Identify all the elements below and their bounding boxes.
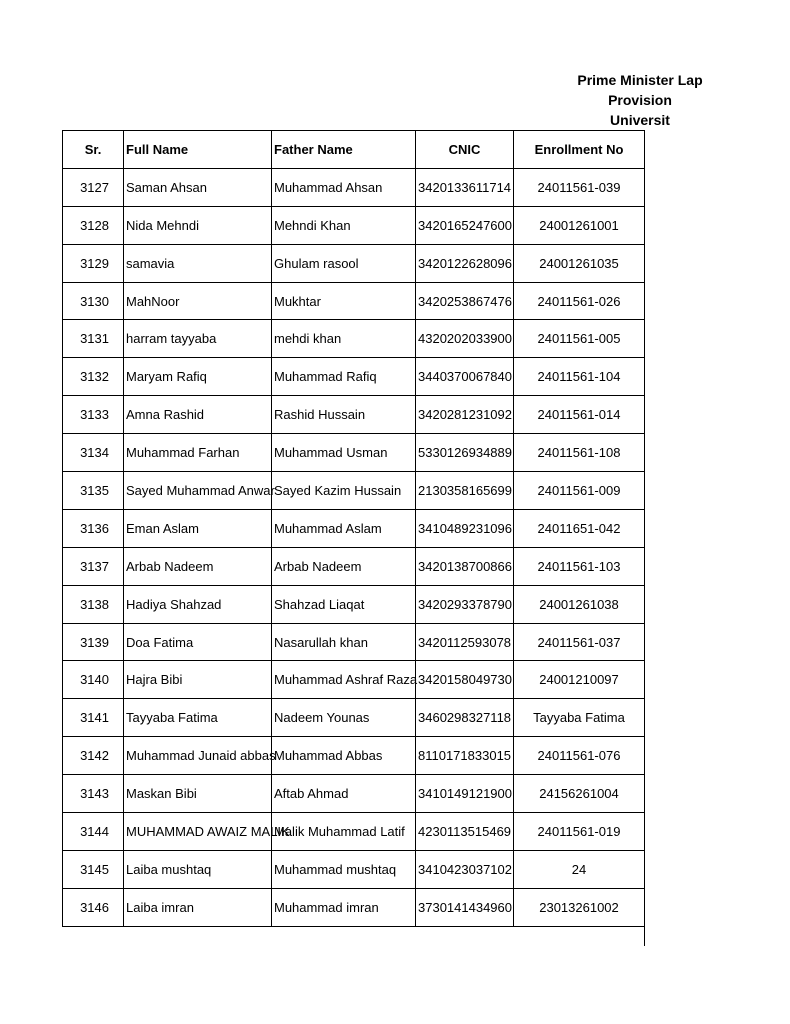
table-row [63,320,645,358]
cell-sr: 3140 [63,661,124,699]
cell-father-name: Sayed Kazim Hussain [272,472,416,510]
table-row [63,699,645,737]
cell-sr: 3131 [63,320,124,358]
table-row [63,282,645,320]
cell-father-name: Ghulam rasool [272,244,416,282]
table-body [63,168,645,926]
cell-enrollment-no: 24011651-042 [514,509,645,547]
cell-cnic: 3420281231092 [416,396,514,434]
header-title-line-2: Provision [608,92,672,108]
cell-sr: 3134 [63,434,124,472]
cell-enrollment-no: 24001261001 [514,206,645,244]
cell-cnic: 5330126934889 [416,434,514,472]
cell-father-name: Rashid Hussain [272,396,416,434]
cell-cnic: 3440370067840 [416,358,514,396]
cell-enrollment-no: 24011561-019 [514,813,645,851]
cell-sr: 3141 [63,699,124,737]
cell-sr: 3128 [63,206,124,244]
table-row [63,737,645,775]
cell-sr: 3137 [63,547,124,585]
header-title-line-3: Universit [610,112,670,128]
table-row [63,547,645,585]
cell-father-name: Malik Muhammad Latif [272,813,416,851]
column-header-cnic: CNIC [416,131,514,169]
cell-cnic: 3730141434960 [416,888,514,926]
cell-cnic: 3420158049730 [416,661,514,699]
table-row [63,661,645,699]
cell-enrollment-no: 24156261004 [514,775,645,813]
cell-sr: 3146 [63,888,124,926]
cell-full-name: samavia [124,244,272,282]
table-row [63,206,645,244]
cell-enrollment-no: 24011561-103 [514,547,645,585]
table-row [63,585,645,623]
cell-enrollment-no: 24011561-076 [514,737,645,775]
table-row [63,472,645,510]
cell-father-name: mehdi khan [272,320,416,358]
cell-cnic: 3420165247600 [416,206,514,244]
cell-sr: 3139 [63,623,124,661]
cell-enrollment-no: Tayyaba Fatima [514,699,645,737]
table-row [63,888,645,926]
column-header-father-name: Father Name [272,131,416,169]
cell-full-name: Arbab Nadeem [124,547,272,585]
cell-full-name: Hadiya Shahzad [124,585,272,623]
cell-cnic: 4230113515469 [416,813,514,851]
cell-enrollment-no: 24011561-037 [514,623,645,661]
cell-cnic: 3460298327118 [416,699,514,737]
cell-father-name: Shahzad Liaqat [272,585,416,623]
cell-enrollment-no: 24011561-014 [514,396,645,434]
cell-full-name: MUHAMMAD AWAIZ MALIK [124,813,272,851]
cell-full-name: Laiba mushtaq [124,850,272,888]
cell-sr: 3130 [63,282,124,320]
cell-full-name: Maryam Rafiq [124,358,272,396]
cell-sr: 3132 [63,358,124,396]
cell-enrollment-no: 24 [514,850,645,888]
cell-father-name: Muhammad Ashraf Raza [272,661,416,699]
student-table [62,130,645,927]
cell-enrollment-no: 24001261035 [514,244,645,282]
cell-cnic: 2130358165699 [416,472,514,510]
cell-father-name: Nasarullah khan [272,623,416,661]
cell-full-name: Hajra Bibi [124,661,272,699]
table-row [63,358,645,396]
cell-sr: 3144 [63,813,124,851]
cell-father-name: Muhammad Usman [272,434,416,472]
cell-full-name: Saman Ahsan [124,168,272,206]
cell-full-name: Laiba imran [124,888,272,926]
cell-father-name: Nadeem Younas [272,699,416,737]
cell-full-name: Sayed Muhammad Anwar [124,472,272,510]
cell-sr: 3129 [63,244,124,282]
cell-father-name: Muhammad Rafiq [272,358,416,396]
cell-cnic: 3410423037102 [416,850,514,888]
cell-cnic: 4320202033900 [416,320,514,358]
cell-cnic: 3420112593078 [416,623,514,661]
cell-cnic: 3420293378790 [416,585,514,623]
cell-enrollment-no: 24011561-026 [514,282,645,320]
cell-enrollment-no: 24001261038 [514,585,645,623]
cell-cnic: 8110171833015 [416,737,514,775]
column-header-full-name: Full Name [124,131,272,169]
cell-father-name: Muhammad Ahsan [272,168,416,206]
cell-father-name: Muhammad mushtaq [272,850,416,888]
cell-enrollment-no: 24011561-009 [514,472,645,510]
cell-sr: 3133 [63,396,124,434]
cell-cnic: 3420122628096 [416,244,514,282]
cell-father-name: Muhammad Abbas [272,737,416,775]
cell-full-name: Eman Aslam [124,509,272,547]
table-row [63,813,645,851]
cell-father-name: Mukhtar [272,282,416,320]
cell-full-name: harram tayyaba [124,320,272,358]
cell-full-name: Maskan Bibi [124,775,272,813]
cell-full-name: Muhammad Farhan [124,434,272,472]
cell-enrollment-no: 24011561-039 [514,168,645,206]
cell-full-name: Doa Fatima [124,623,272,661]
cell-father-name: Muhammad Aslam [272,509,416,547]
table-header-row [63,131,645,169]
table-row [63,623,645,661]
header-title-line-1: Prime Minister Lap [577,72,703,88]
cell-cnic: 3420133611714 [416,168,514,206]
table-row [63,396,645,434]
table-row [63,244,645,282]
cell-cnic: 3410489231096 [416,509,514,547]
table-row [63,509,645,547]
cell-father-name: Mehndi Khan [272,206,416,244]
cell-sr: 3127 [63,168,124,206]
cell-enrollment-no: 24001210097 [514,661,645,699]
cell-enrollment-no: 24011561-005 [514,320,645,358]
cell-father-name: Arbab Nadeem [272,547,416,585]
cell-father-name: Aftab Ahmad [272,775,416,813]
cell-sr: 3135 [63,472,124,510]
cell-sr: 3145 [63,850,124,888]
cell-sr: 3138 [63,585,124,623]
table-row [63,850,645,888]
cell-cnic: 3410149121900 [416,775,514,813]
column-header-sr: Sr. [63,131,124,169]
cell-full-name: Tayyaba Fatima [124,699,272,737]
cell-sr: 3142 [63,737,124,775]
cell-enrollment-no: 24011561-108 [514,434,645,472]
table-row [63,168,645,206]
cell-sr: 3143 [63,775,124,813]
cell-full-name: Muhammad Junaid abbas [124,737,272,775]
student-table-container [62,130,645,946]
cell-enrollment-no: 24011561-104 [514,358,645,396]
cell-sr: 3136 [63,509,124,547]
column-header-enrollment-no: Enrollment No [514,131,645,169]
cell-full-name: Amna Rashid [124,396,272,434]
cell-cnic: 3420138700866 [416,547,514,585]
cell-father-name: Muhammad imran [272,888,416,926]
document-header [0,60,703,130]
cell-enrollment-no: 23013261002 [514,888,645,926]
cell-cnic: 3420253867476 [416,282,514,320]
table-row [63,775,645,813]
cell-full-name: Nida Mehndi [124,206,272,244]
table-row [63,434,645,472]
cell-full-name: MahNoor [124,282,272,320]
